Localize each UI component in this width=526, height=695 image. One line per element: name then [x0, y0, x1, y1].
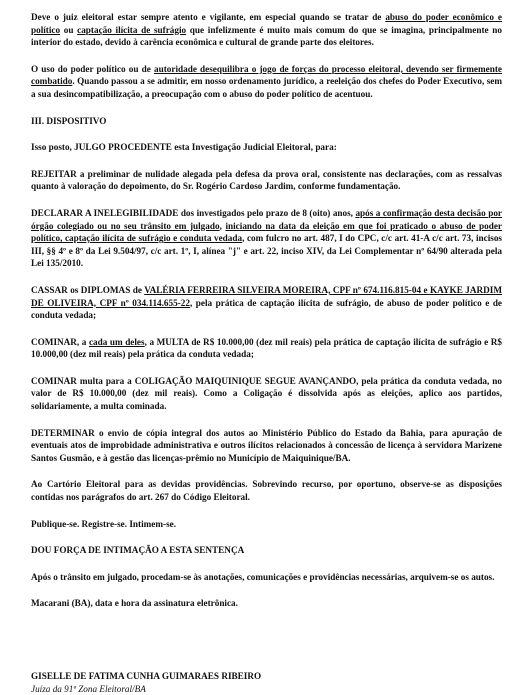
section-title: III. DISPOSITIVO [31, 115, 107, 126]
underlined-text: autoridade desequilibra o jogo de forças do processo eleitoral, devendo ser firmemente combatido [31, 63, 502, 87]
paragraph-registry: Ao Cartório Eleitoral para as devidas providências. Sobrevindo recurso, por oportuno, observe-se as disposições contidas nos parágrafos do art. 267 do Código Eleitoral. [31, 479, 502, 503]
paragraph-fine [31, 336, 502, 361]
underlined-text: cada um deles [88, 336, 145, 347]
text: que infelizmente é muito mais comum do que se imagina, principalmente no interior do estado, devido à carência econômica e cultural de grande parte dos eleitores. [31, 24, 502, 48]
underlined-text: após a confirmação desta decisão por órgão colegiado ou no seu trânsito em julgado [31, 207, 502, 231]
text: DECLARAR A INELEGIBILIDADE dos investigados pelo prazo de 8 (oito) anos, [31, 207, 356, 218]
paragraph-political-power [31, 63, 502, 101]
underlined-text: captação ilícita de sufrágio [77, 24, 187, 35]
paragraph-ineligibility [31, 207, 502, 270]
text: O uso do poder político ou de [31, 63, 155, 74]
paragraph-determine: DETERMINAR o envio de cópia integral dos autos ao Ministério Público do Estado da Bahia, para apuração de eventuais atos de improbidade administrativa e outros ilícitos relacionados à concessão de licença à servidora Marizene Santos Gusmão, e à gestão das licenças-prêmio no Município de Maiquinique/BA. [31, 427, 502, 463]
signature-name: GISELLE DE FATIMA CUNHA GUIMARAES RIBEIRO [31, 671, 262, 681]
signature-role: Juíza da 91ª Zona Eleitoral/BA [31, 683, 146, 694]
underlined-text: iniciando na data da eleição em que foi praticado o abuso de poder político, captação ilícita de sufrágio e conduta vedada [31, 220, 502, 244]
text: Deve o juiz eleitoral estar sempre atento e vigilante, em especial quando se tratar de [31, 12, 386, 22]
text: , [219, 220, 226, 231]
paragraph-judgment: Isso posto, JULGO PROCEDENTE esta Investigação Judicial Eleitoral, para: [31, 142, 337, 153]
text: , com fulcro no art. 487, I do CPC, c/c art. 41-A c/c art. 73, incisos III, §§ 4º e 8º da Lei 9.504/97, c/c art. 1º, I, alínea "j" e art. 22, inciso XIV, da Lei Complementar nº 64/90 alterada pela Lei 135/2010. [31, 233, 503, 269]
text: , a MULTA de R$ 10.000,00 (dez mil reais) pela prática de captação ilícita de sufrágio e R$ 10.000,00 (dez mil reais) pela prática da conduta vedada; [31, 336, 503, 360]
paragraph-abuse-vigilance [31, 11, 502, 49]
paragraph-coalition-fine: COMINAR multa para a COLIGAÇÃO MAIQUINIQUE SEGUE AVANÇANDO, pela prática da conduta vedada, no valor de R$ 10.000,00 (dez mil reais). Como a Coligação é dissolvida após as eleições, aplico aos partidos, solidariamente, a multa cominada. [31, 375, 502, 412]
text: , pela prática de captação ilícita de sufrágio, de abuso de poder político e de conduta vedada; [31, 297, 503, 321]
underlined-text: VALÉRIA FERREIRA SILVEIRA MOREIRA, CPF nº 674.116.815-04 e KAYKE JARDIM DE OLIVEIRA, CPF nº 034.114.655-22 [31, 284, 503, 308]
paragraph-reject: REJEITAR a preliminar de nulidade alegada pela defesa da prova oral, consistente nas declarações, com as ressalvas quanto à valoração do depoimento, do Sr. Rogério Cardoso Jardim, conforme fundamentação. [31, 168, 502, 192]
paragraph-place-date: Macarani (BA), data e hora da assinatura eletrônica. [31, 598, 238, 609]
text: CASSAR os DIPLOMAS de [31, 284, 145, 295]
paragraph-cassation [31, 284, 502, 322]
text: ou [60, 24, 78, 35]
paragraph-publish: Publique-se. Registre-se. Intimem-se. [31, 518, 177, 529]
underlined-text: abuso do poder econômico e político [31, 12, 502, 35]
paragraph-notice: DOU FORÇA DE INTIMAÇÃO A ESTA SENTENÇA [31, 545, 245, 556]
text: . Quando passou a se admitir, em nosso ordenamento jurídico, a reeleição dos chefes do Poder Executivo, sem a sua desincompatibilização, a preocupação com o abuso do poder político de acentuou. [31, 76, 502, 99]
paragraph-after-final: Após o trânsito em julgado, procedam-se às anotações, comunicações e providências necessárias, arquivem-se os autos. [31, 571, 495, 582]
text: COMINAR, a [31, 336, 89, 347]
